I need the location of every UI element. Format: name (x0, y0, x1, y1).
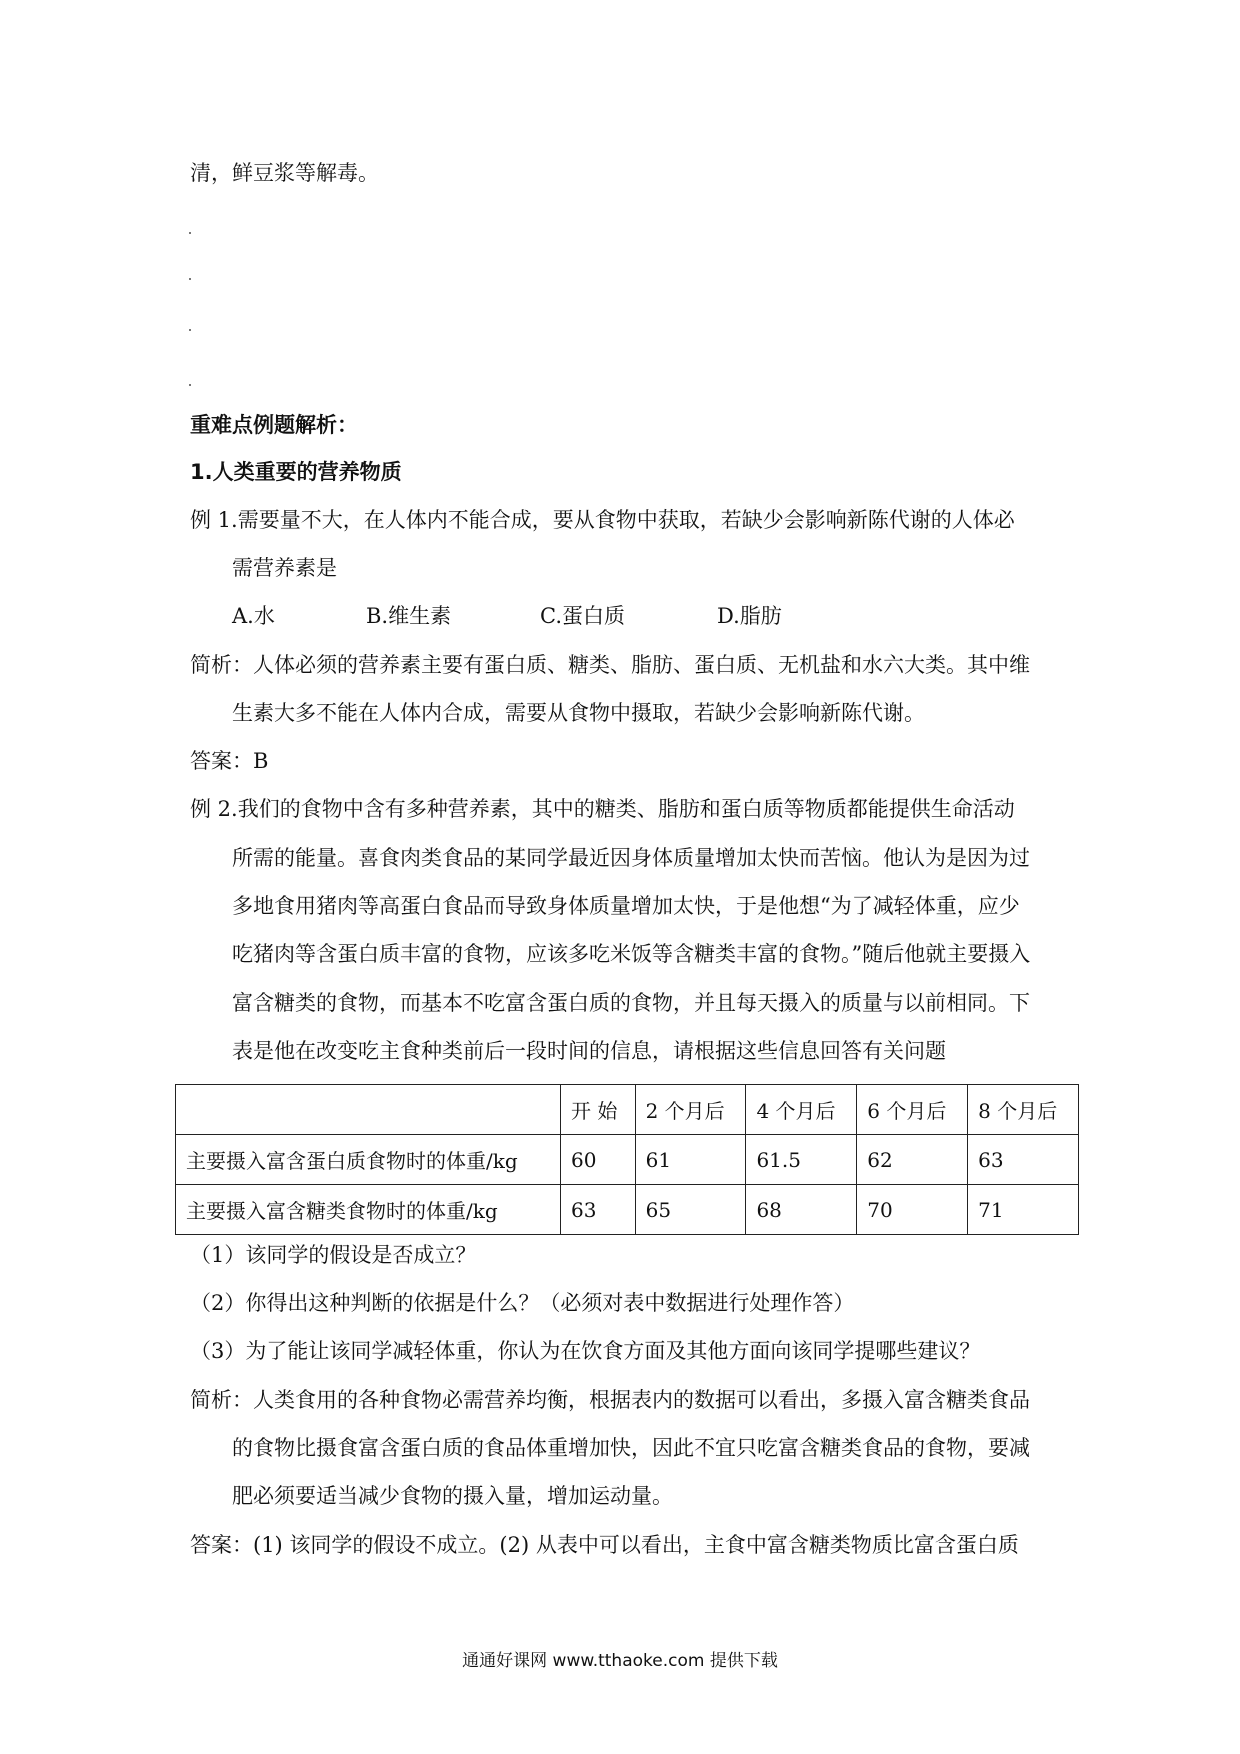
margin-mark (189, 278, 191, 280)
table-row (176, 1135, 1079, 1185)
sub-question-3: （3）为了能让该同学减轻体重，你认为在饮食方面及其他方面向该同学提哪些建议？ (190, 1339, 981, 1363)
margin-mark (189, 232, 191, 234)
table-cell: 65 (635, 1185, 746, 1235)
subsection-title: 1.人类重要的营养物质 (190, 460, 402, 484)
table-header-cell: 4 个月后 (746, 1085, 857, 1135)
sub-question-1: （1）该同学的假设是否成立？ (190, 1243, 477, 1267)
table-row-label: 主要摄入富含蛋白质食物时的体重/kg (176, 1135, 561, 1185)
example-2-analysis: 简析：人类食用的各种食物必需营养均衡，根据表内的数据可以看出，多摄入富含糖类食品 (190, 1388, 1030, 1412)
example-2-answer: 答案：(1) 该同学的假设不成立。(2) 从表中可以看出，主食中富含糖类物质比富含蛋白质 (190, 1533, 1019, 1557)
table-cell: 63 (561, 1185, 636, 1235)
example-2-question-cont: 表是他在改变吃主食种类前后一段时间的信息，请根据这些信息回答有关问题 (232, 1039, 946, 1063)
example-2-question-cont: 多地食用猪肉等高蛋白食品而导致身体质量增加太快，于是他想“为了减轻体重，应少 (232, 894, 1020, 918)
option-b: B.维生素 (366, 604, 452, 628)
table-cell: 63 (968, 1135, 1079, 1185)
continued-text: 清，鲜豆浆等解毒。 (190, 161, 379, 185)
table-cell: 68 (746, 1185, 857, 1235)
table-header-row (176, 1085, 1079, 1135)
page-footer: 通通好课网 www.tthaoke.com 提供下载 (462, 1651, 778, 1671)
example-2-question: 例 2.我们的食物中含有多种营养素，其中的糖类、脂肪和蛋白质等物质都能提供生命活动 (190, 797, 1015, 821)
margin-mark (189, 329, 191, 331)
example-2-question-cont: 所需的能量。喜食肉类食品的某同学最近因身体质量增加太快而苦恼。他认为是因为过 (232, 846, 1030, 870)
option-d: D.脂肪 (717, 604, 782, 628)
margin-mark (189, 384, 191, 386)
table-header-cell: 6 个月后 (857, 1085, 968, 1135)
sub-question-2: （2）你得出这种判断的依据是什么？（必须对表中数据进行处理作答） (190, 1291, 855, 1315)
option-a: A.水 (232, 604, 275, 628)
table-header-cell: 2 个月后 (635, 1085, 746, 1135)
table-row (176, 1185, 1079, 1235)
example-2-question-cont: 富含糖类的食物，而基本不吃富含蛋白质的食物，并且每天摄入的质量与以前相同。下 (232, 991, 1030, 1015)
table-cell: 70 (857, 1185, 968, 1235)
table-header-cell (176, 1085, 561, 1135)
table-header-cell: 开 始 (561, 1085, 636, 1135)
example-1-answer: 答案：B (190, 749, 269, 773)
example-2-analysis-cont: 的食物比摄食富含蛋白质的食品体重增加快，因此不宜只吃富含糖类食品的食物，要减 (232, 1436, 1030, 1460)
table-cell: 61.5 (746, 1135, 857, 1185)
option-c: C.蛋白质 (540, 604, 625, 628)
example-1-analysis-cont: 生素大多不能在人体内合成，需要从食物中摄取，若缺少会影响新陈代谢。 (232, 701, 925, 725)
example-2-analysis-cont: 肥必须要适当减少食物的摄入量，增加运动量。 (232, 1484, 673, 1508)
example-1-analysis: 简析：人体必须的营养素主要有蛋白质、糖类、脂肪、蛋白质、无机盐和水六大类。其中维 (190, 653, 1030, 677)
table-cell: 61 (635, 1135, 746, 1185)
table-row-label: 主要摄入富含糖类食物时的体重/kg (176, 1185, 561, 1235)
section-title: 重难点例题解析： (190, 413, 358, 437)
table-cell: 62 (857, 1135, 968, 1185)
table-header-cell: 8 个月后 (968, 1085, 1079, 1135)
example-2-question-cont: 吃猪肉等含蛋白质丰富的食物，应该多吃米饭等含糖类丰富的食物。”随后他就主要摄入 (232, 942, 1031, 966)
weight-data-table (175, 1084, 1079, 1235)
example-1-question-cont: 需营养素是 (232, 556, 337, 580)
table-cell: 71 (968, 1185, 1079, 1235)
example-1-question: 例 1.需要量不大，在人体内不能合成，要从食物中获取，若缺少会影响新陈代谢的人体必 (190, 508, 1015, 532)
table-cell: 60 (561, 1135, 636, 1185)
